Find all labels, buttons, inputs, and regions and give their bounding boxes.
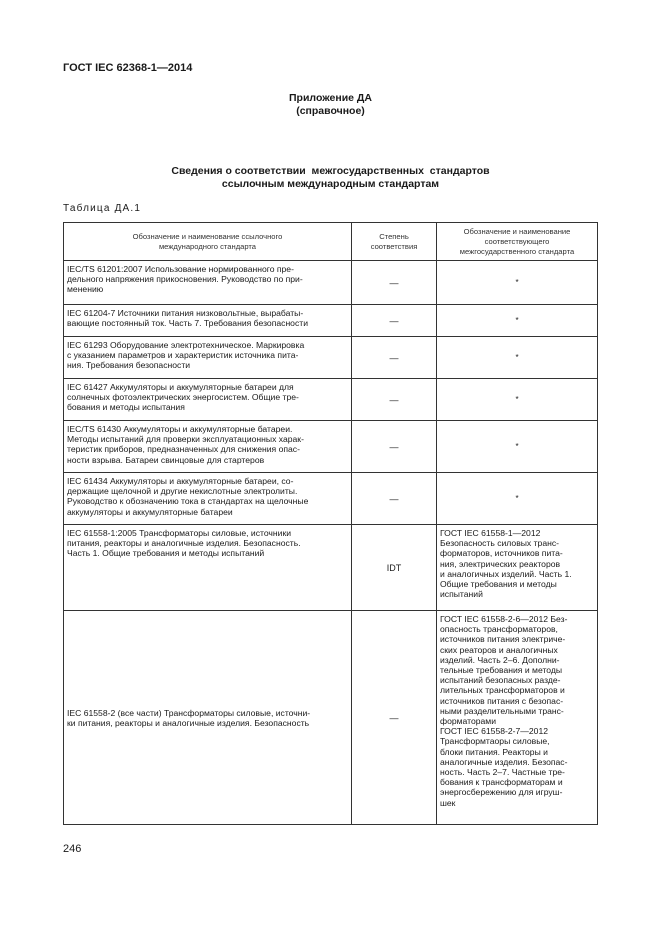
degree-cell: — — [352, 261, 437, 305]
reference-standard-cell: IEC 61204-7 Источники питания низковольтные, вырабаты- вающие постоянный ток. Часть 7. Требования безопасности — [64, 305, 352, 337]
degree-cell: — — [352, 421, 437, 473]
appendix-heading — [0, 92, 661, 118]
table-header-row — [64, 223, 598, 261]
section-heading — [0, 165, 661, 191]
gost-cell: ГОСТ IEC 61558-1—2012 Безопасность силовых транс- форматоров, источников пита- ния, электрических реакторов и аналогичных изделий. Часть 1. Общие требования и методы испытаний — [437, 525, 598, 611]
gost-cell: * — [437, 305, 598, 337]
document-header: ГОСТ IEC 62368-1—2014 — [63, 62, 193, 74]
reference-standard-cell: IEC 61434 Аккумуляторы и аккумуляторные батареи, со- держащие щелочной и другие некислотные электролиты. Руководство к обозначению тока в стандартах на щелочные аккумуляторы и аккумуляторные батареи — [64, 473, 352, 525]
correspondence-table — [63, 222, 598, 825]
gost-cell: * — [437, 379, 598, 421]
table-label: Таблица ДА.1 — [63, 203, 142, 214]
page-number: 246 — [63, 843, 82, 855]
reference-standard-cell: IEC/TS 61201:2007 Использование нормированного пре- дельного напряжения прикосновения. Руководство по при- менению — [64, 261, 352, 305]
gost-cell: * — [437, 473, 598, 525]
column-header-degree: Степень соответствия — [352, 223, 437, 261]
table-row — [64, 525, 598, 611]
reference-standard-cell: IEC 61558-1:2005 Трансформаторы силовые, источники питания, реакторы и аналогичные изделия. Безопасность. Часть 1. Общие требования и методы испытаний — [64, 525, 352, 611]
table-row — [64, 611, 598, 825]
table-row — [64, 337, 598, 379]
degree-cell: IDT — [352, 525, 437, 611]
gost-cell: ГОСТ IEC 61558-2-6—2012 Без- опасность трансформаторов, источников питания электриче- ских реаторов и аналогичных изделий. Часть 2–6. Дополни- тельные требования и методы испытаний безопасных разде- лительных трансформаторов и источников питания с безопас- ными разделительными транс- форматорами ГОСТ IEC 61558-2-7—2012 Трансформтаоры силовые, блоки питания. Реакторы и аналогичные изделия. Безопас- ность. Часть 2–7. Частные тре- бования к трансформаторам и энергосбережению для игруш- шек — [437, 611, 598, 825]
degree-cell: — — [352, 473, 437, 525]
table-row — [64, 421, 598, 473]
degree-cell: — — [352, 305, 437, 337]
table-row — [64, 305, 598, 337]
reference-standard-cell: IEC 61293 Оборудование электротехническое. Маркировка с указанием параметров и характеристик источника пита- ния. Требования безопасности — [64, 337, 352, 379]
reference-standard-cell: IEC 61558-2 (все части) Трансформаторы силовые, источни- ки питания, реакторы и аналогичные изделия. Безопасность — [64, 611, 352, 825]
section-title-line1: Сведения о соответствии межгосударственных стандартов — [171, 165, 490, 177]
table-row — [64, 473, 598, 525]
gost-cell: * — [437, 421, 598, 473]
degree-cell: — — [352, 379, 437, 421]
reference-standard-cell: IEC 61427 Аккумуляторы и аккумуляторные батареи для солнечных фотоэлектрических энергосистем. Общие тре- бования и методы испытания — [64, 379, 352, 421]
degree-cell: — — [352, 337, 437, 379]
appendix-title: Приложение ДА — [289, 92, 372, 104]
reference-standard-cell: IEC/TS 61430 Аккумуляторы и аккумуляторные батареи. Методы испытаний для проверки эксплуатационных харак- теристик приборов, предназначенных для снижения опас- ности взрыва. Батареи свинцовые для стартеров — [64, 421, 352, 473]
gost-cell: * — [437, 261, 598, 305]
column-header-reference: Обозначение и наименование ссылочного международного стандарта — [64, 223, 352, 261]
table-row — [64, 261, 598, 305]
appendix-subtitle: (справочное) — [296, 105, 365, 117]
section-title-line2: ссылочным международным стандартам — [221, 178, 440, 190]
degree-cell: — — [352, 611, 437, 825]
table-row — [64, 379, 598, 421]
column-header-gost: Обозначение и наименование соответствующего межгосударственного стандарта — [437, 223, 598, 261]
gost-cell: * — [437, 337, 598, 379]
